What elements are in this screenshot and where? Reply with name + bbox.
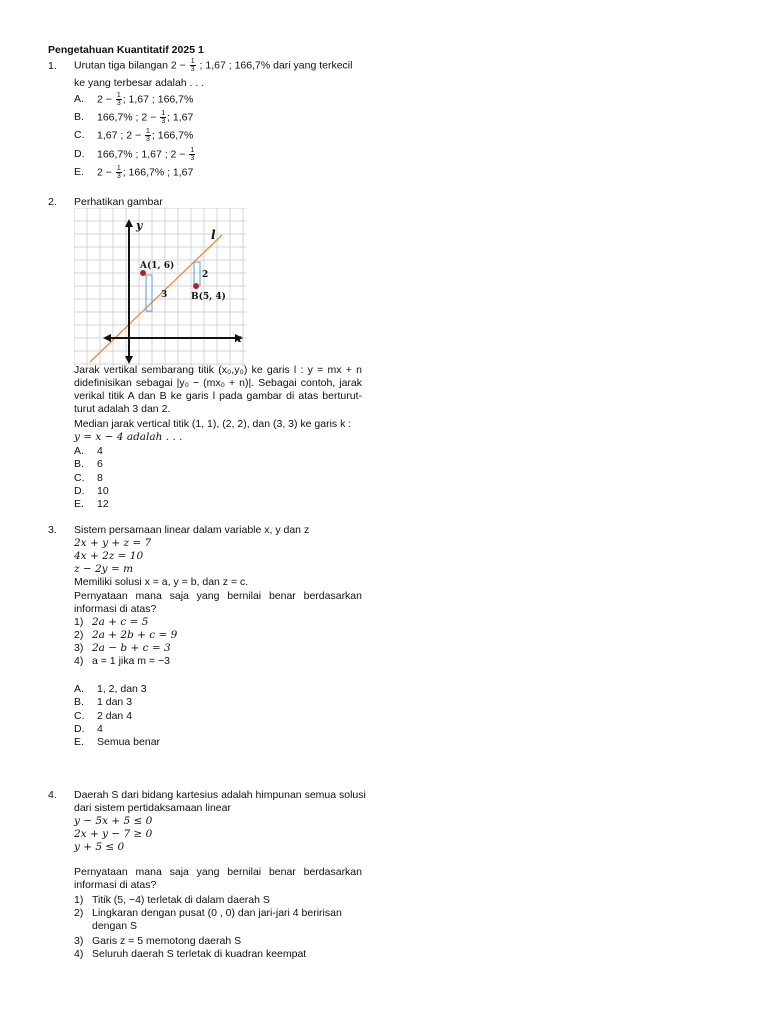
q3-intro: Sistem persamaan linear dalam variable x, y dan z bbox=[74, 524, 310, 536]
q1-option-a: A. 2 − $\frac{1}{3}$ ; 1,67 ; 166,7% bbox=[74, 92, 194, 107]
q2-option-b: B. 6 bbox=[74, 458, 103, 470]
q2-option-e: E. 12 bbox=[74, 498, 109, 510]
page-title: Pengetahuan Kuantitatif 2025 1 bbox=[48, 44, 204, 56]
point-b-label: B(5, 4) bbox=[191, 292, 226, 302]
q1-line2: ke yang terbesar adalah . . . bbox=[74, 77, 205, 89]
q3-option-b: B. 1 dan 3 bbox=[74, 696, 133, 708]
q4-number: 4. bbox=[48, 789, 57, 801]
q3-solution: Memiliki solusi x = a, y = b, dan z = c. bbox=[74, 576, 249, 588]
q3-statement-3: 3) 2a − b + c = 3 bbox=[74, 642, 171, 654]
q4-statement-2: 2) Lingkaran dengan pusat (0 , 0) dan jari-jari 4 beririsan dengan S bbox=[74, 907, 342, 932]
q1-option-e: E. 2 − $\frac{1}{3}$ ; 166,7% ; 1,67 bbox=[74, 165, 194, 180]
x-axis-label: x bbox=[235, 332, 242, 345]
q1-number: 1. bbox=[48, 60, 57, 72]
q4-intro-2: dari sistem pertidaksamaan linear bbox=[74, 802, 231, 814]
q3-option-e: E. Semua benar bbox=[74, 736, 161, 748]
q3-eq-1: 2x + y + z = 7 bbox=[74, 537, 152, 549]
q4-intro-1: Daerah S dari bidang kartesius adalah himpunan semua solusi bbox=[74, 789, 366, 801]
q1-option-c: C. 1,67 ; 2 − $\frac{1}{3}$ ; 166,7% bbox=[74, 128, 194, 143]
dist-b-bracket bbox=[194, 262, 200, 286]
x-axis-arrow-left bbox=[103, 334, 111, 342]
q1-line1 bbox=[74, 58, 352, 73]
q3-eq-2: 4x + 2z = 10 bbox=[74, 550, 144, 562]
q2-heading: Perhatikan gambar bbox=[74, 196, 163, 208]
q4-statement-4: 4) Seluruh daerah S terletak di kuadran keempat bbox=[74, 948, 307, 960]
q3-statement-1: 1) 2a + c = 5 bbox=[74, 616, 149, 628]
q1-line1-pre: Urutan tiga bilangan 2 − bbox=[74, 59, 186, 72]
q3-question: Pernyataan mana saja yang bernilai benar berdasarkan informasi di atas? bbox=[74, 590, 362, 615]
q2-paragraph-3: y = x − 4 adalah . . . bbox=[74, 431, 183, 443]
q2-graph bbox=[74, 208, 246, 366]
q2-paragraph-1: Jarak vertikal sembarang titik (x₀,y₀) ke garis l : y = mx + n didefinisikan sebagai |y₀ − (mx₀ + n)|. Sebagai contoh, jarak verikal titik A dan B ke garis l pada gambar di atas berturut-turut adalah 3 dan 2. bbox=[74, 364, 362, 415]
q3-eq-3: z − 2y = m bbox=[74, 563, 134, 575]
dist-b-label: 2 bbox=[202, 270, 209, 280]
q3-option-d: D. 4 bbox=[74, 723, 103, 735]
graph-grid bbox=[74, 208, 246, 366]
q2-option-a: A. 4 bbox=[74, 445, 103, 457]
q4-statement-3: 3) Garis z = 5 memotong daerah S bbox=[74, 935, 242, 947]
dist-a-label: 3 bbox=[161, 290, 168, 300]
q1-option-b: B. 166,7% ; 2 − $\frac{1}{3}$ ; 1,67 bbox=[74, 110, 194, 125]
point-a-label: A(1, 6) bbox=[140, 261, 175, 271]
q2-number: 2. bbox=[48, 196, 57, 208]
q4-ineq-1: y − 5x + 5 ≤ 0 bbox=[74, 815, 153, 827]
q3-number: 3. bbox=[48, 524, 57, 536]
line-l-label: l bbox=[211, 228, 216, 242]
point-b bbox=[193, 283, 199, 289]
q3-statement-2: 2) 2a + 2b + c = 9 bbox=[74, 629, 178, 641]
q2-paragraph-2: Median jarak vertical titik (1, 1), (2, 2), dan (3, 3) ke garis k : bbox=[74, 418, 352, 430]
q1-fraction: $\frac{1}{3}$ bbox=[190, 58, 195, 73]
q3-statement-4: 4) a = 1 jika m = −3 bbox=[74, 655, 170, 667]
q1-option-d: D. 166,7% ; 1,67 ; 2 − $\frac{1}{3}$ bbox=[74, 147, 195, 162]
q3-option-c: C. 2 dan 4 bbox=[74, 710, 133, 722]
y-axis-label: y bbox=[136, 219, 143, 232]
q3-option-a: A. 1, 2, dan 3 bbox=[74, 683, 147, 695]
q4-statement-1: 1) Titik (5, −4) terletak di dalam daerah S bbox=[74, 894, 270, 906]
q2-option-c: C. 8 bbox=[74, 472, 103, 484]
q4-question: Pernyataan mana saja yang bernilai benar berdasarkan informasi di atas? bbox=[74, 866, 362, 891]
q4-ineq-3: y + 5 ≤ 0 bbox=[74, 841, 125, 853]
q4-ineq-2: 2x + y − 7 ≥ 0 bbox=[74, 828, 153, 840]
q1-line1-post: ; 1,67 ; 166,7% dari yang terkecil bbox=[199, 59, 353, 72]
q2-option-d: D. 10 bbox=[74, 485, 109, 497]
